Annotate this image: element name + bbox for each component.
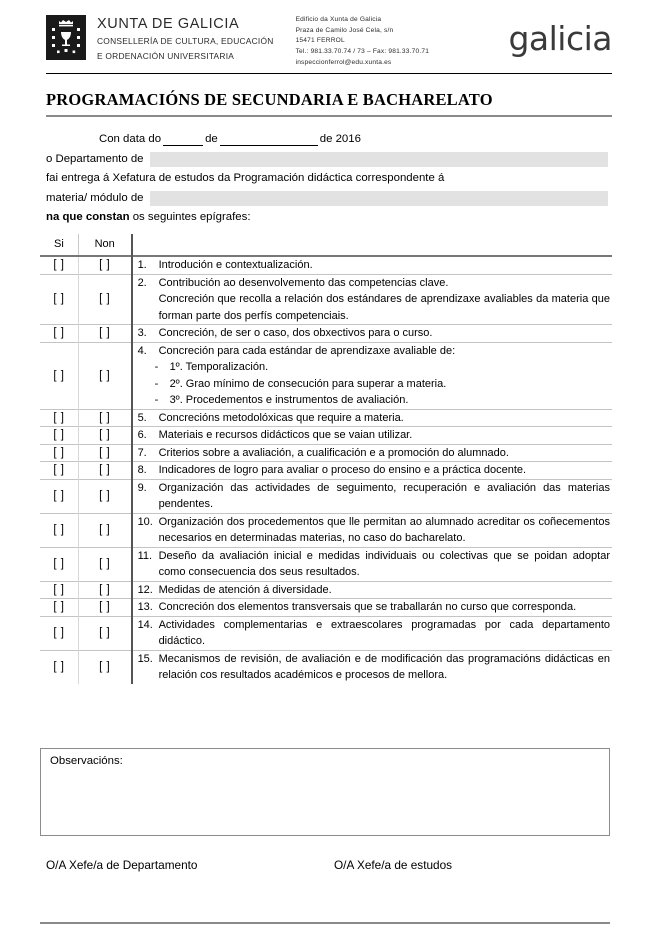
item-line bbox=[133, 410, 612, 427]
title-underline bbox=[46, 115, 612, 117]
checkbox-si[interactable]: [ ] bbox=[40, 479, 78, 513]
item-text-primary: Criterios sobre a avaliación, a cualificación e a promoción do alumnado. bbox=[158, 446, 509, 459]
item-line bbox=[133, 275, 612, 325]
item-text bbox=[159, 257, 612, 274]
item-text bbox=[159, 445, 612, 462]
checkbox-non[interactable]: [ ] bbox=[78, 427, 131, 445]
subject-input[interactable] bbox=[150, 191, 608, 206]
dash-icon: - bbox=[154, 394, 159, 406]
checkbox-non[interactable]: [ ] bbox=[78, 616, 131, 650]
page-title: PROGRAMACIÓNS DE SECUNDARIA E BACHARELATO bbox=[46, 90, 493, 109]
document-header bbox=[46, 14, 612, 66]
item-cell bbox=[132, 479, 612, 513]
table-row bbox=[40, 547, 612, 581]
item-line bbox=[133, 514, 612, 547]
department-line bbox=[46, 150, 612, 170]
subject-label: materia/ módulo de bbox=[46, 191, 144, 204]
item-line bbox=[133, 617, 612, 650]
item-text bbox=[159, 582, 612, 599]
checkbox-si[interactable]: [ ] bbox=[40, 462, 78, 480]
item-text-primary: Deseño da avaliación inicial e medidas individuais ou colectivas que se poidan adoptar como consecuencia dos seus resultados. bbox=[158, 549, 610, 578]
table-row bbox=[40, 256, 612, 274]
item-subitem bbox=[133, 392, 612, 409]
checkbox-non[interactable]: [ ] bbox=[78, 547, 131, 581]
item-text-primary: Organización dos procedementos que lle permitan ao alumnado acreditar os coñecementos necesarios en determinadas materias, no caso do bacharelato. bbox=[158, 515, 610, 544]
item-text bbox=[159, 325, 612, 342]
column-header-item bbox=[132, 234, 612, 256]
checkbox-si[interactable]: [ ] bbox=[40, 427, 78, 445]
organization-subtitle-line1: CONSELLERÍA DE CULTURA, EDUCACIÓN bbox=[97, 36, 274, 47]
checkbox-non[interactable]: [ ] bbox=[78, 513, 131, 547]
item-line bbox=[133, 462, 612, 479]
item-subitem-text: 2º. Grao mínimo de consecución para superar a materia. bbox=[169, 377, 447, 390]
checkbox-si[interactable]: [ ] bbox=[40, 513, 78, 547]
checkbox-non[interactable]: [ ] bbox=[78, 409, 131, 427]
item-text bbox=[159, 651, 612, 684]
item-cell bbox=[132, 650, 612, 684]
item-text-primary: Contribución ao desenvolvemento das competencias clave. bbox=[158, 276, 449, 289]
item-text-primary: Mecanismos de revisión, de avaliación e de modificación das programacións didácticas en relación cos resultados académicos e procesos de mellora. bbox=[158, 652, 610, 681]
item-cell bbox=[132, 427, 612, 445]
item-subitem bbox=[133, 376, 612, 393]
epigraphs-bold-text: na que constan bbox=[46, 211, 130, 223]
item-line bbox=[133, 343, 612, 360]
item-text-secondary: Concreción que recolla a relación dos estándares de aprendizaxe avaliables da materia que forman parte dos perfís competenciais. bbox=[158, 293, 610, 322]
item-text-primary: Concreción, de ser o caso, dos obxectivos para o curso. bbox=[158, 327, 433, 339]
delivery-text: fai entrega á Xefatura de estudos da Programación didáctica correspondente á bbox=[46, 172, 445, 184]
dash-icon: - bbox=[154, 361, 159, 373]
item-text bbox=[159, 514, 612, 547]
item-text-primary: Concreción para cada estándar de aprendizaxe avaliable de: bbox=[158, 344, 456, 357]
address-email: inspeccionferrol@edu.xunta.es bbox=[295, 58, 392, 66]
department-label: o Departamento de bbox=[46, 152, 144, 165]
item-cell bbox=[132, 616, 612, 650]
table-row bbox=[40, 650, 612, 684]
item-text bbox=[159, 343, 612, 360]
item-text bbox=[159, 427, 612, 444]
signature-department-head: O/A Xefe/a de Departamento bbox=[46, 858, 198, 872]
galicia-brand-logo: galicia bbox=[508, 19, 612, 58]
item-cell bbox=[132, 325, 612, 343]
delivery-line bbox=[46, 169, 612, 189]
checkbox-si[interactable]: [ ] bbox=[40, 581, 78, 599]
item-number: 5. bbox=[137, 411, 147, 424]
checkbox-non[interactable]: [ ] bbox=[78, 650, 131, 684]
item-line bbox=[133, 599, 612, 616]
item-number: 10. bbox=[137, 515, 153, 528]
checkbox-si[interactable]: [ ] bbox=[40, 599, 78, 617]
item-cell bbox=[132, 274, 612, 325]
table-body bbox=[40, 256, 612, 684]
epigraphs-line bbox=[46, 208, 612, 228]
checkbox-si[interactable]: [ ] bbox=[40, 342, 78, 409]
item-number: 1. bbox=[137, 259, 147, 271]
date-suffix-label: de 2016 bbox=[319, 133, 361, 145]
signature-head-of-studies: O/A Xefe/a de estudos bbox=[334, 858, 453, 872]
item-subitem bbox=[133, 359, 612, 376]
checkbox-non[interactable]: [ ] bbox=[78, 462, 131, 480]
item-line bbox=[133, 582, 612, 599]
item-text bbox=[159, 599, 612, 616]
item-text bbox=[159, 548, 612, 581]
item-number: 11. bbox=[137, 549, 153, 562]
item-text-primary: Concrecións metodolóxicas que require a materia. bbox=[158, 411, 404, 424]
item-cell bbox=[132, 599, 612, 617]
table-row bbox=[40, 599, 612, 617]
table-row bbox=[40, 427, 612, 445]
item-line bbox=[133, 325, 612, 342]
observations-label: Observacións: bbox=[50, 755, 123, 767]
item-line bbox=[133, 548, 612, 581]
dash-icon: - bbox=[154, 377, 159, 390]
item-text bbox=[159, 462, 612, 479]
item-number: 9. bbox=[137, 481, 147, 494]
item-cell bbox=[132, 256, 612, 274]
item-text bbox=[159, 617, 612, 650]
checkbox-si[interactable]: [ ] bbox=[40, 274, 78, 325]
address-block bbox=[296, 14, 429, 68]
item-line bbox=[133, 427, 612, 444]
item-text-primary: Indicadores de logro para avaliar o proceso do ensino e a práctica docente. bbox=[158, 464, 527, 476]
item-number: 8. bbox=[137, 464, 147, 476]
checkbox-si[interactable]: [ ] bbox=[40, 444, 78, 462]
item-number: 2. bbox=[137, 276, 147, 289]
footer-divider bbox=[40, 922, 610, 924]
epigraphs-checklist-table bbox=[40, 234, 612, 684]
organization-subtitle-line2: E ORDENACIÓN UNIVERSITARIA bbox=[97, 50, 235, 61]
item-cell bbox=[132, 581, 612, 599]
table-row bbox=[40, 342, 612, 409]
item-line bbox=[133, 480, 612, 513]
intro-form bbox=[46, 130, 612, 228]
item-subitem-text: 1º. Temporalización. bbox=[169, 361, 269, 373]
table-row bbox=[40, 325, 612, 343]
item-text-primary: Materiais e recursos didácticos que se vaian utilizar. bbox=[158, 429, 413, 441]
item-text-primary: Concreción dos elementos transversais que se traballarán no curso que corresponda. bbox=[158, 601, 577, 613]
table-row bbox=[40, 462, 612, 480]
checkbox-non[interactable]: [ ] bbox=[78, 325, 131, 343]
checkbox-non[interactable]: [ ] bbox=[78, 274, 131, 325]
item-number: 12. bbox=[137, 583, 153, 596]
item-cell bbox=[132, 342, 612, 409]
address-line-3: 15471 FERROL bbox=[295, 37, 345, 45]
item-text-primary: Medidas de atención á diversidade. bbox=[158, 583, 332, 596]
table-header-row bbox=[40, 234, 612, 256]
checkbox-si[interactable]: [ ] bbox=[40, 616, 78, 650]
department-input[interactable] bbox=[150, 152, 608, 167]
checkbox-si[interactable]: [ ] bbox=[40, 325, 78, 343]
organization-block bbox=[97, 14, 274, 62]
column-header-non: Non bbox=[78, 234, 131, 256]
checkbox-non[interactable]: [ ] bbox=[78, 342, 131, 409]
month-blank-field[interactable] bbox=[220, 134, 318, 146]
item-line bbox=[133, 651, 612, 684]
observations-box[interactable] bbox=[40, 748, 610, 836]
item-text-primary: Introdución e contextualización. bbox=[158, 259, 313, 271]
item-text bbox=[159, 480, 612, 513]
checkbox-si[interactable]: [ ] bbox=[40, 547, 78, 581]
table-row bbox=[40, 513, 612, 547]
checkbox-non[interactable]: [ ] bbox=[78, 599, 131, 617]
checkbox-non[interactable]: [ ] bbox=[78, 479, 131, 513]
item-text bbox=[159, 410, 612, 427]
address-line-2: Praza de Camilo José Cela, s/n bbox=[295, 26, 394, 34]
item-line bbox=[133, 257, 612, 274]
header-divider bbox=[46, 73, 612, 74]
item-number: 4. bbox=[137, 344, 147, 357]
checkbox-non[interactable]: [ ] bbox=[78, 581, 131, 599]
table-row bbox=[40, 616, 612, 650]
column-header-si: Si bbox=[40, 234, 78, 256]
item-cell bbox=[132, 462, 612, 480]
date-mid-label: de bbox=[205, 133, 218, 145]
table-row bbox=[40, 479, 612, 513]
item-sublist bbox=[133, 359, 612, 409]
address-line-1: Edificio da Xunta de Galicia bbox=[295, 16, 382, 23]
table-row bbox=[40, 444, 612, 462]
checkbox-non[interactable]: [ ] bbox=[78, 256, 131, 274]
item-number: 6. bbox=[137, 429, 147, 441]
item-cell bbox=[132, 409, 612, 427]
item-text-primary: Organización das actividades de seguimento, recuperación e avaliación das materias pendentes. bbox=[158, 481, 610, 510]
item-number: 3. bbox=[137, 327, 147, 339]
organization-name: XUNTA DE GALICIA bbox=[97, 16, 240, 32]
checkbox-si[interactable]: [ ] bbox=[40, 409, 78, 427]
item-number: 15. bbox=[137, 652, 153, 665]
address-phone-fax: Tel.: 981.33.70.74 / 73 – Fax: 981.33.70.71 bbox=[295, 48, 430, 56]
galicia-coat-of-arms-icon bbox=[46, 15, 86, 60]
item-number: 13. bbox=[137, 601, 153, 613]
item-cell bbox=[132, 513, 612, 547]
epigraphs-rest-text: os seguintes epígrafes: bbox=[132, 211, 251, 223]
item-text-primary: Actividades complementarias e extraescolares programadas por cada departamento didáctico. bbox=[158, 618, 610, 647]
item-cell bbox=[132, 547, 612, 581]
subject-line bbox=[46, 189, 612, 209]
item-subitem-text: 3º. Procedementos e instrumentos de avaliación. bbox=[169, 394, 409, 406]
date-prefix-label: Con data do bbox=[99, 133, 162, 145]
table-row bbox=[40, 409, 612, 427]
item-line bbox=[133, 445, 612, 462]
date-line bbox=[46, 130, 612, 150]
table-row bbox=[40, 274, 612, 325]
checkbox-si[interactable]: [ ] bbox=[40, 650, 78, 684]
item-number: 7. bbox=[137, 446, 147, 459]
day-blank-field[interactable] bbox=[163, 134, 203, 146]
item-cell bbox=[132, 444, 612, 462]
checkbox-non[interactable]: [ ] bbox=[78, 444, 131, 462]
item-number: 14. bbox=[137, 618, 153, 631]
item-text bbox=[159, 275, 612, 325]
table-row bbox=[40, 581, 612, 599]
checkbox-si[interactable]: [ ] bbox=[40, 256, 78, 274]
